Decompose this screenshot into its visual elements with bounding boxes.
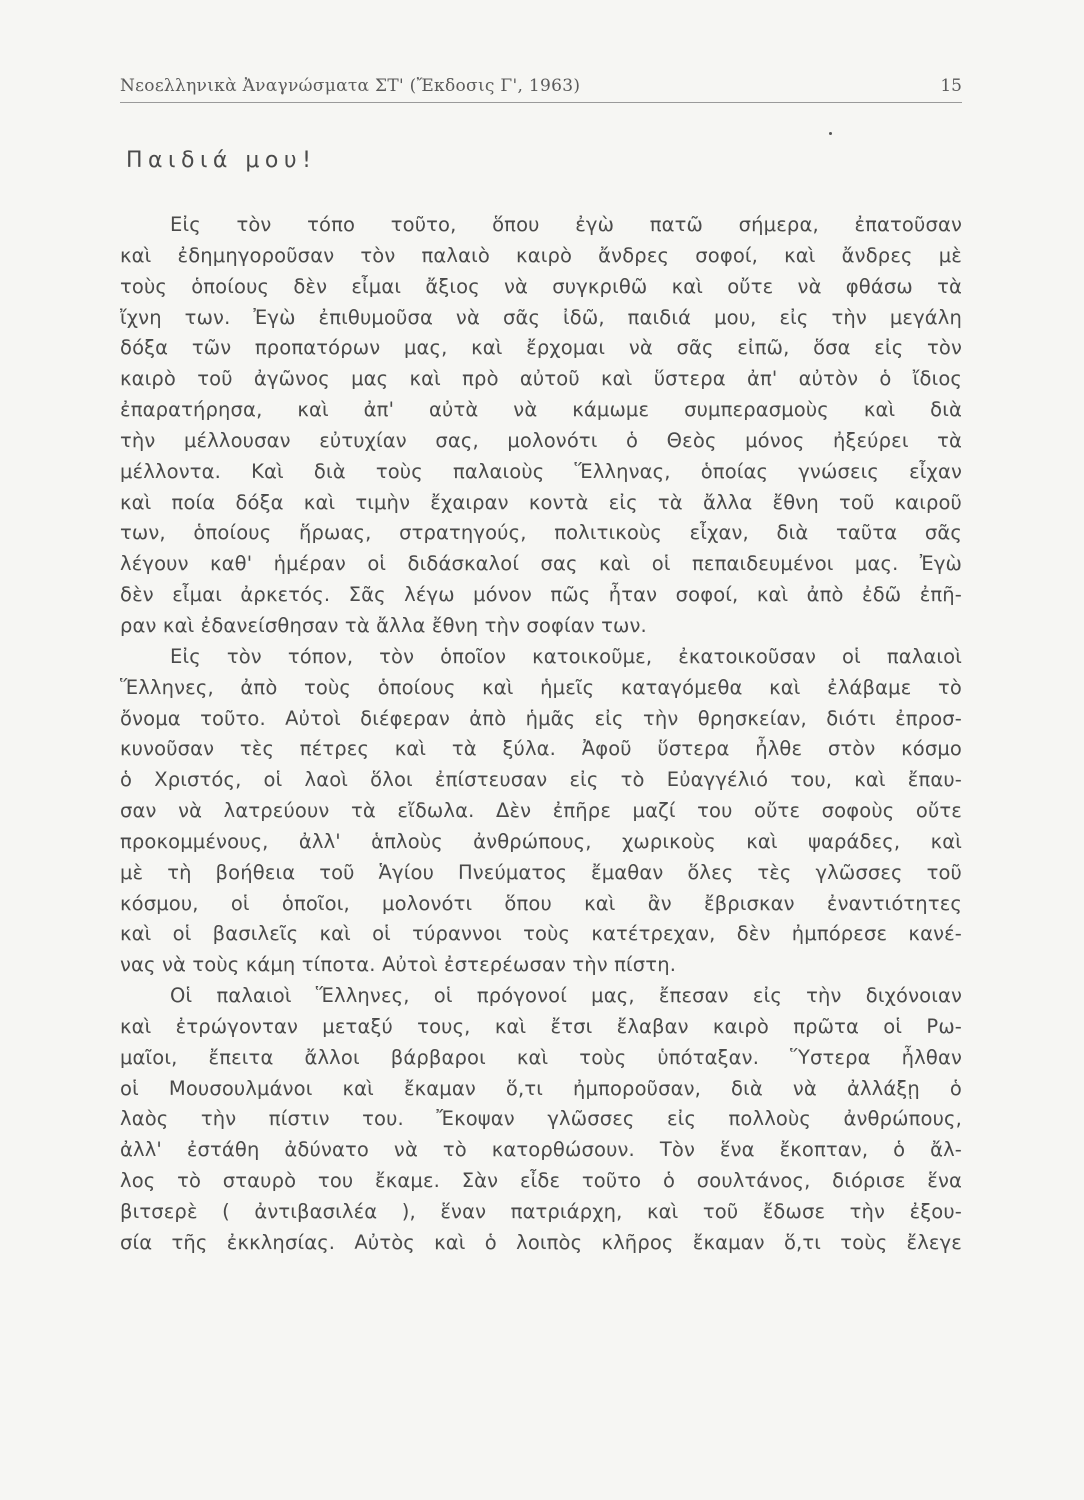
- text-line: μὲ τὴ βοήθεια τοῦ Ἁγίου Πνεύματος ἔμαθαν ὅλες τὲς γλῶσσες τοῦ: [120, 860, 962, 884]
- text-line: μαῖοι, ἔπειτα ἄλλοι βάρβαροι καὶ τοὺς ὑπόταξαν. Ὕστερα ἦλθαν: [120, 1045, 962, 1069]
- text-line: σαν νὰ λατρεύουν τὰ εἴδωλα. Δὲν ἐπῆρε μαζί του οὔτε σοφοὺς οὔτε: [120, 799, 962, 823]
- text-line: δόξα τῶν προπατόρων μας, καὶ ἔρχομαι νὰ σᾶς εἰπῶ, ὅσα εἰς τὸν: [120, 336, 962, 360]
- text-line: καὶ οἱ βασιλεῖς καὶ οἱ τύραννοι τοὺς κατέτρεχαν, δὲν ἠμπόρεσε κανέ-: [120, 922, 962, 946]
- text-line: κυνοῦσαν τὲς πέτρες καὶ τὰ ξύλα. Ἀφοῦ ὕστερα ἦλθε στὸν κόσμο: [120, 737, 962, 761]
- text-line: οἱ Μουσουλμάνοι καὶ ἔκαμαν ὅ,τι ἠμποροῦσαν, διὰ νὰ ἀλλάξῃ ὁ: [120, 1076, 962, 1100]
- text-line: καὶ ποία δόξα καὶ τιμὴν ἔχαιραν κοντὰ εἰς τὰ ἄλλα ἔθνη τοῦ καιροῦ: [120, 490, 962, 514]
- page-number: 15: [940, 76, 962, 96]
- running-header: [120, 72, 962, 103]
- text-line: Εἰς τὸν τόπον, τὸν ὁποῖον κατοικοῦμε, ἐκατοικοῦσαν οἱ παλαιοὶ: [170, 644, 962, 668]
- text-line: τοὺς ὁποίους δὲν εἶμαι ἄξιος νὰ συγκριθῶ καὶ οὔτε νὰ φθάσω τὰ: [120, 274, 962, 298]
- header-title: Νεοελληνικὰ Ἀναγνώσματα ΣΤ' (Ἔκδοσις Γ', 1963): [120, 76, 581, 96]
- text-line: Οἱ παλαιοὶ Ἕλληνες, οἱ πρόγονοί μας, ἔπεσαν εἰς τὴν διχόνοιαν: [170, 984, 962, 1008]
- text-line: προκομμένους, ἀλλ' ἁπλοὺς ἀνθρώπους, χωρικοὺς καὶ ψαράδες, καὶ: [120, 829, 962, 853]
- text-line: ὁ Χριστός, οἱ λαοὶ ὅλοι ἐπίστευσαν εἰς τὸ Εὐαγγέλιό του, καὶ ἔπαυ-: [120, 768, 962, 792]
- text-line: καὶ ἐδημηγοροῦσαν τὸν παλαιὸ καιρὸ ἄνδρες σοφοί, καὶ ἄνδρες μὲ: [120, 243, 962, 267]
- text-line: λος τὸ σταυρὸ του ἔκαμε. Σὰν εἶδε τοῦτο ὁ σουλτάνος, διόρισε ἕνα: [120, 1169, 962, 1193]
- body-text: [120, 210, 962, 1259]
- text-line: λέγουν καθ' ἡμέραν οἱ διδάσκαλοί σας καὶ οἱ πεπαιδευμένοι μας. Ἐγὼ: [120, 552, 962, 576]
- text-line: ἀλλ' ἐστάθη ἀδύνατο νὰ τὸ κατορθώσουν. Τὸν ἕνα ἔκοπταν, ὁ ἄλ-: [120, 1138, 962, 1162]
- text-line: βιτσερὲ ( ἀντιβασιλέα ), ἕναν πατριάρχη, καὶ τοῦ ἔδωσε τὴν ἐξου-: [120, 1200, 962, 1223]
- text-line: κόσμου, οἱ ὁποῖοι, μολονότι ὅπου καὶ ἂν ἔβρισκαν ἐναντιότητες: [120, 891, 962, 915]
- text-line: μέλλοντα. Καὶ διὰ τοὺς παλαιοὺς Ἕλληνας, ὁποίας γνώσεις εἶχαν: [120, 459, 962, 483]
- text-line: νας νὰ τοὺς κάμη τίποτα. Αὐτοὶ ἐστερέωσαν τὴν πίστη.: [120, 953, 677, 977]
- text-line: τὴν μέλλουσαν εὐτυχίαν σας, μολονότι ὁ Θεὸς μόνος ἠξεύρει τὰ: [120, 428, 962, 452]
- text-line: λαὸς τὴν πίστιν του. Ἔκοψαν γλῶσσες εἰς πολλοὺς ἀνθρώπους,: [120, 1107, 962, 1131]
- section-heading: Παιδιά μου!: [126, 148, 317, 173]
- text-line: σία τῆς ἐκκλησίας. Αὐτὸς καὶ ὁ λοιπὸς κλῆρος ἔκαμαν ὅ,τι τοὺς ἔλεγε: [120, 1230, 962, 1254]
- text-line: ἐπαρατήρησα, καὶ ἀπ' αὐτὰ νὰ κάμωμε συμπερασμοὺς καὶ διὰ: [120, 398, 962, 422]
- text-line: ἴχνη των. Ἐγὼ ἐπιθυμοῦσα νὰ σᾶς ἰδῶ, παιδιά μου, εἰς τὴν μεγάλη: [120, 305, 962, 329]
- text-line: των, ὁποίους ἥρωας, στρατηγούς, πολιτικοὺς εἶχαν, διὰ ταῦτα σᾶς: [120, 521, 962, 545]
- text-line: καὶ ἐτρώγονταν μεταξύ τους, καὶ ἔτσι ἔλαβαν καιρὸ πρῶτα οἱ Ρω-: [120, 1014, 962, 1038]
- text-line: καιρὸ τοῦ ἀγῶνος μας καὶ πρὸ αὐτοῦ καὶ ὕστερα ἀπ' αὐτὸν ὁ ἴδιος: [120, 367, 962, 391]
- text-line: Ἕλληνες, ἀπὸ τοὺς ὁποίους καὶ ἡμεῖς καταγόμεθα καὶ ἐλάβαμε τὸ: [120, 675, 962, 699]
- text-line: ὄνομα τοῦτο. Αὐτοὶ διέφεραν ἀπὸ ἡμᾶς εἰς τὴν θρησκείαν, διότι ἐπροσ-: [120, 706, 962, 730]
- text-line: Εἰς τὸν τόπο τοῦτο, ὅπου ἐγὼ πατῶ σήμερα, ἐπατοῦσαν: [170, 213, 962, 236]
- ink-speck: [829, 132, 832, 135]
- text-line: δὲν εἶμαι ἀρκετός. Σᾶς λέγω μόνον πῶς ἦταν σοφοί, καὶ ἀπὸ ἐδῶ ἐπῆ-: [120, 583, 962, 607]
- text-line: ραν καὶ ἐδανείσθησαν τὰ ἄλλα ἔθνη τὴν σοφίαν των.: [120, 613, 647, 637]
